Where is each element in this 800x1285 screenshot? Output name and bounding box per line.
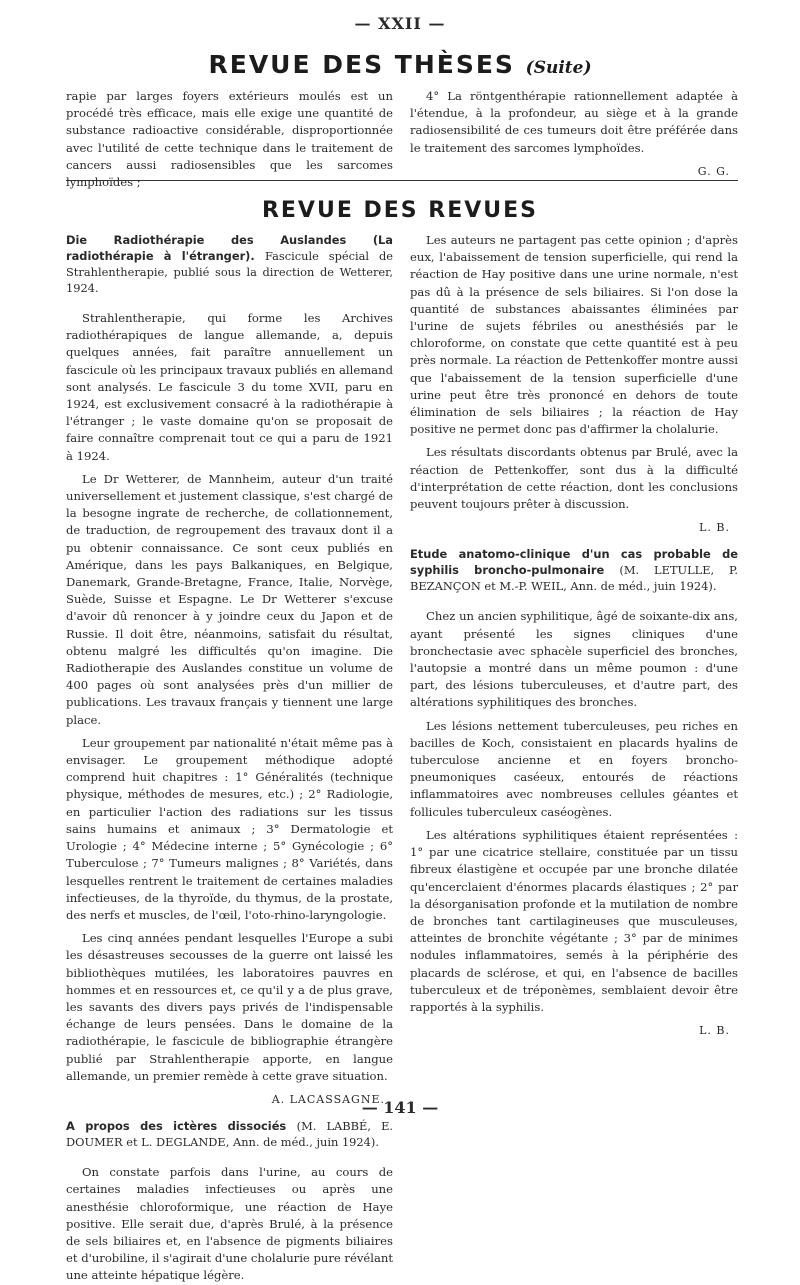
article-signature: L. B. [699,521,730,535]
theses-title-suite: (Suite) [525,58,592,78]
paragraph: On constate parfois dans l'urine, au cours de certaines maladies infectieuses ou après une anesthésie chloroformique, une réaction de Haye positive. Elle serait due, d'après Brulé, à la présence de sels biliaires et, en l'absence de pigments biliaires et d'urobiline, il s'agirait d'une cholalurie pure révélant une atteinte hépatique légère. [66,1165,393,1283]
theses-right-paragraph: 4° La röntgenthérapie rationnellement adaptée à l'étendue, à la profondeur, au siège et à la grande radiosensibilité de ces tumeurs doit être préférée dans le traitement des sarcomes lymphoïdes. [410,89,738,155]
paragraph: Les lésions nettement tuberculeuses, peu riches en bacilles de Koch, consistaient en placards hyalins de tuberculose ancienne et en foyers broncho-pneumoniques caséeux, entourés de réactions inflammatoires avec nombreuses cellules géantes et follicules tuberculeux caséogènes. [410,718,738,819]
revues-title: REVUE DES REVUES [261,198,539,223]
left-column [66,232,394,1283]
paragraph: Chez un ancien syphilitique, âgé de soixante-dix ans, ayant présenté les signes cliniques d'une bronchectasie avec sphacèle superficiel des bronches, l'autopsie a montré dans un même poumon : d'une part, des lésions tuberculeuses, et d'autre part, des altérations syphilitiques des bronches. [410,609,738,710]
theses-left-paragraph: rapie par larges foyers extérieurs moulés est un procédé très efficace, mais elle exige une quantité de substance radioactive considérable, disproportionnée avec l'utilité de cette technique dans le traitement de cancers aussi radiosensibles que les sarcomes lymphoïdes ; [66,89,393,190]
article-title-icteres [66,1118,393,1150]
theses-right-column [410,88,738,190]
article-title-text: A propos des ictères dissociés [66,1119,287,1134]
article-signature: L. B. [699,1024,730,1038]
article-reference: Fascicule spécial de Strahlentherapie, publié sous la direction de Wetterer, 1924. [66,249,393,295]
theses-signature: G. G. [697,164,730,178]
paragraph: Strahlentherapie, qui forme les Archives radiothérapiques de langue allemande, a, depuis quelques années, fait paraître annuellement un fascicule où les principaux travaux publiés en allemand sont analysés. Le fascicule 3 du tome XVII, paru en 1924, est exclusivement consacré à la radiothérapie à l'étranger ; le vaste domaine qu'on se proposait de faire connaître comprenait tout ce qui a paru de 1921 à 1924. [66,311,393,463]
theses-heading [0,50,800,79]
paragraph: Le Dr Wetterer, de Mannheim, auteur d'un traité universellement et justement classique, s'est chargé de la besogne ingrate de recherche, de collationnement, de traduction, de regroupement des travaux dont il a pu obtenir connaissance. Ce sont ceux publiés en Amérique, dans les pays Balkaniques, en Belgique, Danemark, Grande-Bretagne, France, Italie, Norvège, Suède, Suisse et Espagne. Le Dr Wetterer s'excuse d'avoir dû renoncer à y joindre ceux du Japon et de Russie. Il doit être, néanmoins, satisfait du résultat, obtenu malgré les difficultés qu'on imagine. Die Radiotherapie des Auslandes constitue un volume de 400 pages où sont analysées près d'un millier de publications. Les travaux français y tiennent une large place. [66,471,393,727]
page-roman-numeral: — XXII — [354,14,446,33]
article-title-text: Etude anatomo-clinique d'un cas probable de syphilis broncho-pulmonaire [410,547,738,578]
article-title-syphilis [410,546,738,594]
article-reference: (M. LETULLE, P. BEZANÇON et M.-P. WEIL, Ann. de méd., juin 1924). [410,563,738,594]
right-column [410,232,738,1082]
theses-title: REVUE DES THÈSES [208,50,515,79]
page-number: — 141 — [361,1098,439,1117]
paragraph: Les cinq années pendant lesquelles l'Europe a subi les désastreuses secousses de la guerre ont laissé les bibliothèques mutilées, les laboratoires pauvres en hommes et en ressources et, ce qu'il y a de plus grave, les savants des divers pays privés de l'indispensable échange de leurs pensées. Dans le domaine de la radiothérapie, le fascicule de bibliographie étrangère publié par Strahlentherapie apporte, en langue allemande, un premier remède à cette grave situation. [66,931,393,1083]
article-signature: A. LACASSAGNE. [271,1092,385,1106]
article-reference: (M. LABBÉ, E. DOUMER et L. DEGLANDE, Ann. de méd., juin 1924). [66,1119,394,1150]
paragraph: Les résultats discordants obtenus par Brulé, avec la réaction de Pettenkoffer, sont dus à la difficulté d'interprétation de cette réaction, dont les conclusions peuvent toujours prêter à discussion. [410,445,738,512]
paragraph: Les altérations syphilitiques étaient représentées : 1° par une cicatrice stellaire, constituée par un tissu fibreux élastigène et occupée par une bronche dilatée qu'encerclaient d'énormes placards élastiques ; 2° par la désorganisation profonde et la mutilation de nombre de bronches tant cartilagineuses que musculeuses, atteintes de bronchite végétante ; 3° par de minimes nodules inflammatoires, semés à la périphérie des placards de sclérose, et qui, en l'absence de bacilles tuberculeux et de tréponèmes, semblaient devoir être rapportés à la syphilis. [410,827,738,1014]
paragraph: Leur groupement par nationalité n'était même pas à envisager. Le groupement méthodique adopté comprend huit chapitres : 1° Généralités (technique physique, méthodes de mesures, etc.) ; 2° Radiologie, en particulier l'action des radiations sur les tissus sains humains et animaux ; 3° Dermatologie et Urologie ; 4° Médecine interne ; 5° Gynécologie ; 6° Tuberculose ; 7° Tumeurs malignes ; 8° Variétés, dans lesquelles rentrent le traitement de certaines maladies infectieuses, de la thyroïde, du thymus, de la prostate, des nerfs et muscles, de l'œil, l'oto-rhino-laryngologie. [66,735,393,922]
article-title-text: Die Radiothérapie des Auslandes (La radiothérapie à l'étranger). [66,233,393,263]
article-title-radiotherapie [66,232,393,296]
paragraph: Les auteurs ne partagent pas cette opinion ; d'après eux, l'abaissement de tension superficielle, qui rend la réaction de Hay positive dans une urine normale, n'est pas dû à la présence de sels biliaires. Si l'on dose la quantité de substances abaissantes éliminées par l'urine de sujets fébriles ou anesthésiés par le chloroforme, on constate que cette quantité est à peu près normale. La réaction de Pettenkoffer montre aussi que l'abaissement de la tension superficielle d'une urine peut être très prononcé en dehors de toute élimination de sels biliaires ; la réaction de Hay positive ne permet donc pas d'affirmer la cholalurie. [410,233,738,437]
section-divider [66,180,738,181]
